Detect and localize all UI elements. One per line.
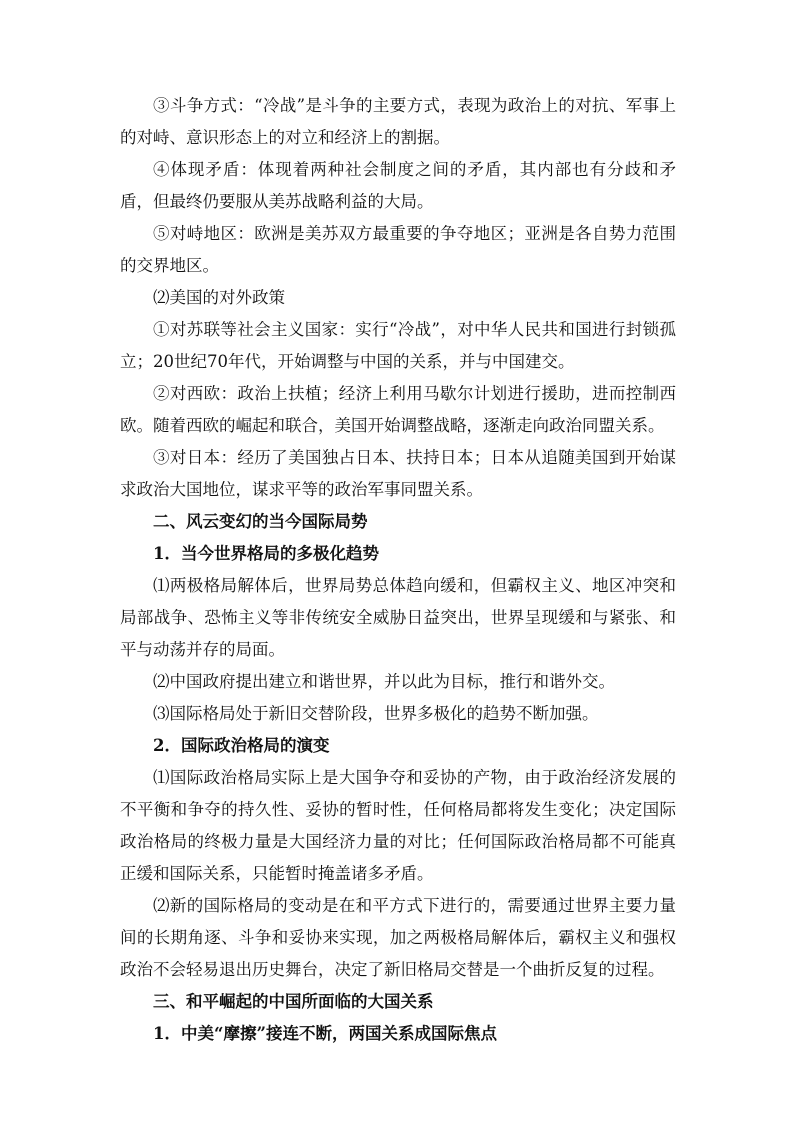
subsection-heading-multipolar: 1．当今世界格局的多极化趋势 <box>153 544 379 563</box>
paragraph-confrontation-area: ⑤对峙地区：欧洲是美苏双方最重要的争夺地区；亚洲是各自势力范围的交界地区。 <box>120 224 676 275</box>
subheading-us-foreign-policy: ⑵美国的对外政策 <box>153 288 285 307</box>
paragraph-policy-western-europe: ②对西欧：政治上扶植；经济上利用马歇尔计划进行援助，进而控制西欧。随着西欧的崛起和联合，美国开始调整战略，逐渐走向政治同盟关系。 <box>120 384 676 435</box>
paragraph-contradiction: ④体现矛盾：体现着两种社会制度之间的矛盾，其内部也有分歧和矛盾，但最终仍要服从美苏战略利益的大局。 <box>120 160 676 211</box>
paragraph-policy-japan: ③对日本：经历了美国独占日本、扶持日本；日本从追随美国到开始谋求政治大国地位，谋求平等的政治军事同盟关系。 <box>120 448 676 499</box>
paragraph-great-power-product: ⑴国际政治格局实际上是大国争夺和妥协的产物，由于政治经济发展的不平衡和争夺的持久性、妥协的暂时性，任何格局都将发生变化；决定国际政治格局的终极力量是大国经济力量的对比；任何国际政治格局都不可能真正缓和国际关系，只能暂时掩盖诸多矛盾。 <box>120 768 676 883</box>
paragraph-peaceful-change: ⑵新的国际格局的变动是在和平方式下进行的，需要通过世界主要力量间的长期角逐、斗争和妥协来实现，加之两极格局解体后，霸权主义和强权政治不会轻易退出历史舞台，决定了新旧格局交替是一个曲折反复的过程。 <box>120 896 676 979</box>
section-heading-3: 三、和平崛起的中国所面临的大国关系 <box>153 992 434 1011</box>
subsection-heading-evolution: 2．国际政治格局的演变 <box>153 736 330 755</box>
paragraph-struggle-method: ③斗争方式：“冷战”是斗争的主要方式，表现为政治上的对抗、军事上的对峙、意识形态上的对立和经济上的割据。 <box>120 96 676 147</box>
subsection-heading-sino-us: 1．中美“摩擦”接连不断，两国关系成国际焦点 <box>153 1024 497 1043</box>
section-heading-2: 二、风云变幻的当今国际局势 <box>153 512 368 531</box>
paragraph-policy-soviet: ①对苏联等社会主义国家：实行“冷战”，对中华人民共和国进行封锁孤立；20世纪70年代，开始调整与中国的关系，并与中国建交。 <box>120 320 676 371</box>
paragraph-transition-stage: ⑶国际格局处于新旧交替阶段，世界多极化的趋势不断加强。 <box>153 704 599 723</box>
paragraph-post-bipolar: ⑴两极格局解体后，世界局势总体趋向缓和，但霸权主义、地区冲突和局部战争、恐怖主义等非传统安全威胁日益突出，世界呈现缓和与紧张、和平与动荡并存的局面。 <box>120 576 676 659</box>
document-page <box>120 90 676 1050</box>
paragraph-harmonious-world: ⑵中国政府提出建立和谐世界，并以此为目标，推行和谐外交。 <box>153 672 615 691</box>
